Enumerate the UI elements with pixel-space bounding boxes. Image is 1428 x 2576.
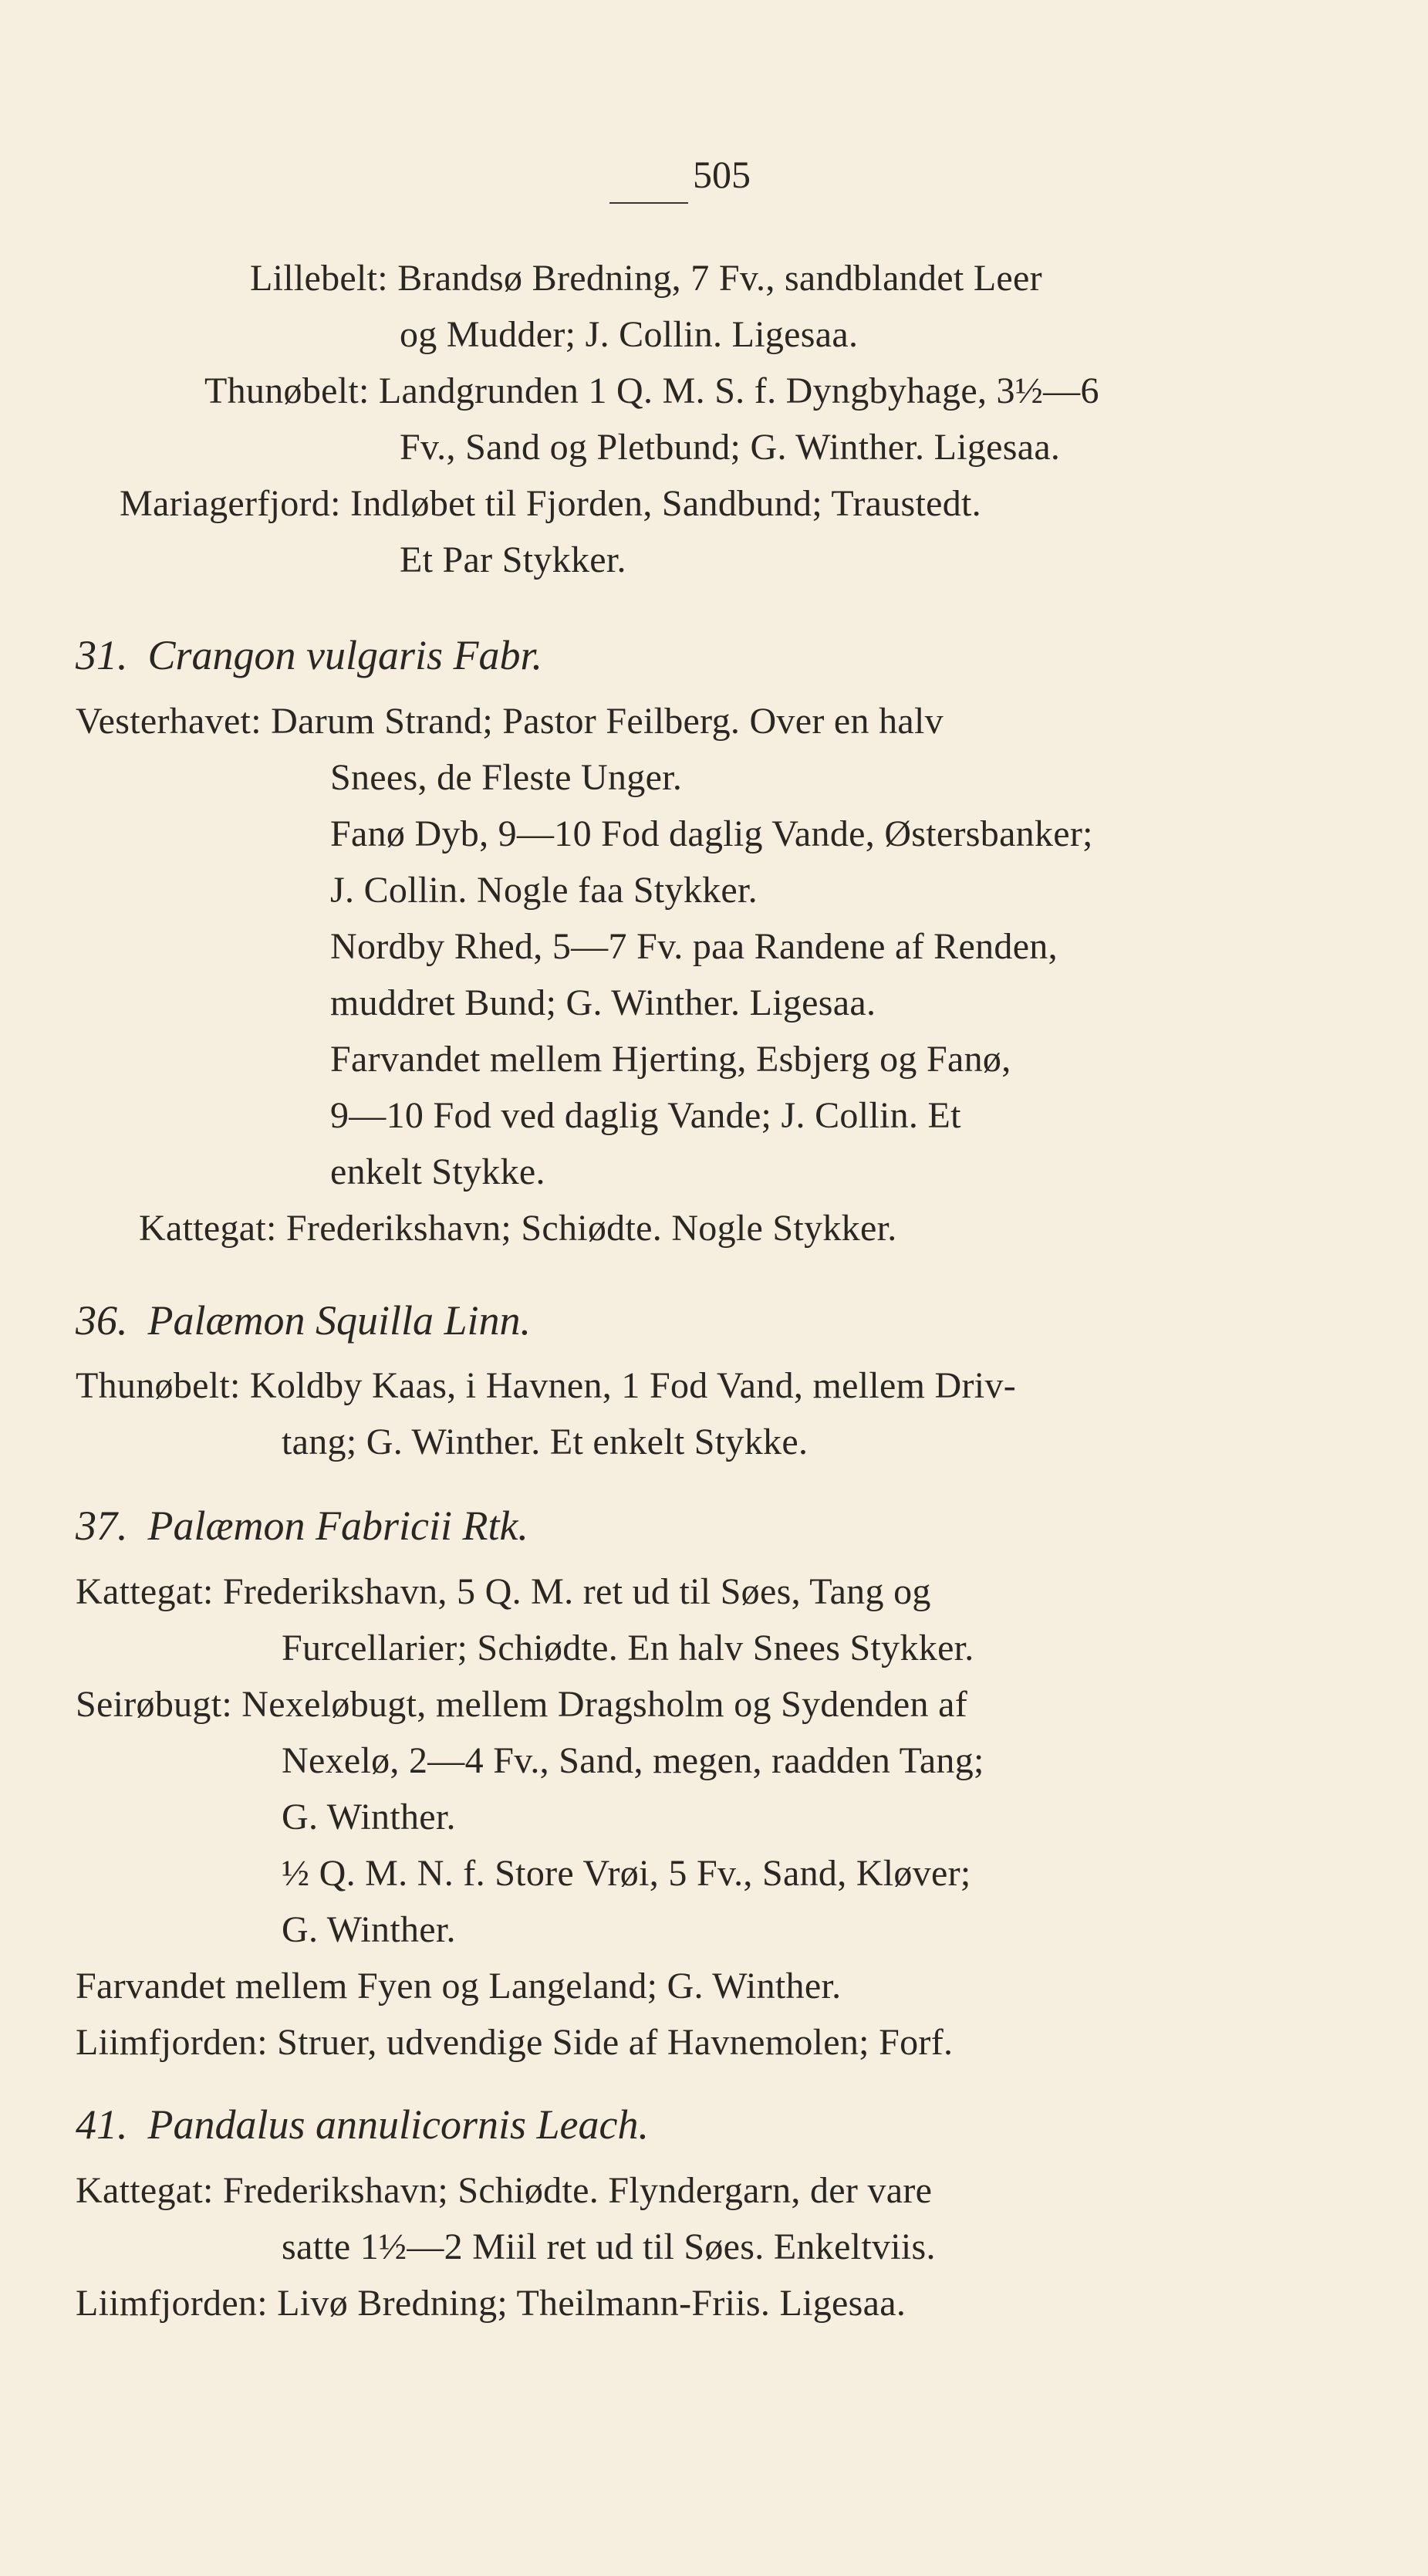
text-line: muddret Bund; G. Winther. Ligesaa. [330, 982, 876, 1023]
text-line: ½ Q. M. N. f. Store Vrøi, 5 Fv., Sand, Kløver; [282, 1853, 971, 1894]
species-name: Pandalus annulicornis Leach. [147, 2101, 649, 2148]
species-number: 36. [76, 1297, 128, 1344]
text-line: Vesterhavet: Darum Strand; Pastor Feilberg. Over en halv [76, 701, 944, 742]
text-line: Seirøbugt: Nexeløbugt, mellem Dragsholm og Sydenden af [76, 1684, 967, 1725]
species-number: 37. [76, 1503, 128, 1549]
species-name: Crangon vulgaris Fabr. [147, 632, 543, 678]
text-line: 9—10 Fod ved daglig Vande; J. Collin. Et [330, 1095, 961, 1136]
species-name: Palæmon Fabricii Rtk. [147, 1503, 528, 1549]
text-line: Liimfjorden: Livø Bredning; Theilmann-Friis. Ligesaa. [76, 2283, 906, 2324]
text-line: G. Winther. [282, 1909, 456, 1950]
text-line: Fv., Sand og Pletbund; G. Winther. Ligesaa. [400, 427, 1061, 468]
text-line: Lillebelt: Brandsø Bredning, 7 Fv., sandblandet Leer [250, 258, 1042, 299]
text-line: Fanø Dyb, 9—10 Fod daglig Vande, Østersbanker; [330, 813, 1093, 854]
text-line: enkelt Stykke. [330, 1151, 545, 1192]
species-heading [76, 631, 542, 679]
text-line: satte 1½—2 Miil ret ud til Søes. Enkeltviis. [282, 2226, 936, 2267]
text-line: Farvandet mellem Fyen og Langeland; G. Winther. [76, 1966, 842, 2006]
page-number: 505 [693, 153, 751, 196]
text-line: Snees, de Fleste Unger. [330, 757, 683, 798]
species-number: 31. [76, 632, 128, 678]
text-line: Furcellarier; Schiødte. En halv Snees Stykker. [282, 1628, 974, 1668]
page-number-underline [609, 202, 688, 204]
text-line: Et Par Stykker. [400, 539, 626, 580]
text-line: G. Winther. [282, 1797, 456, 1837]
species-number: 41. [76, 2101, 128, 2148]
text-line: tang; G. Winther. Et enkelt Stykke. [282, 1422, 809, 1462]
text-line: J. Collin. Nogle faa Stykker. [330, 870, 758, 911]
text-line: Kattegat: Frederikshavn; Schiødte. Flyndergarn, der vare [76, 2170, 933, 2211]
text-line: Nordby Rhed, 5—7 Fv. paa Randene af Renden, [330, 926, 1058, 967]
text-line: Nexelø, 2—4 Fv., Sand, megen, raadden Tang; [282, 1740, 984, 1781]
text-line: Liimfjorden: Struer, udvendige Side af Havnemolen; Forf. [76, 2022, 954, 2063]
species-heading [76, 1296, 531, 1344]
text-line: Kattegat: Frederikshavn, 5 Q. M. ret ud til Søes, Tang og [76, 1571, 931, 1612]
text-line: Farvandet mellem Hjerting, Esbjerg og Fanø, [330, 1039, 1011, 1080]
species-heading [76, 1502, 528, 1550]
text-line: Kattegat: Frederikshavn; Schiødte. Nogle Stykker. [139, 1208, 897, 1249]
species-name: Palæmon Squilla Linn. [147, 1297, 532, 1344]
text-line: Thunøbelt: Koldby Kaas, i Havnen, 1 Fod Vand, mellem Driv- [76, 1365, 1016, 1406]
text-line: og Mudder; J. Collin. Ligesaa. [400, 314, 859, 355]
text-line: Mariagerfjord: Indløbet til Fjorden, Sandbund; Traustedt. [120, 483, 981, 524]
species-heading [76, 2101, 649, 2148]
text-line: Thunøbelt: Landgrunden 1 Q. M. S. f. Dyngbyhage, 3½—6 [204, 370, 1099, 411]
